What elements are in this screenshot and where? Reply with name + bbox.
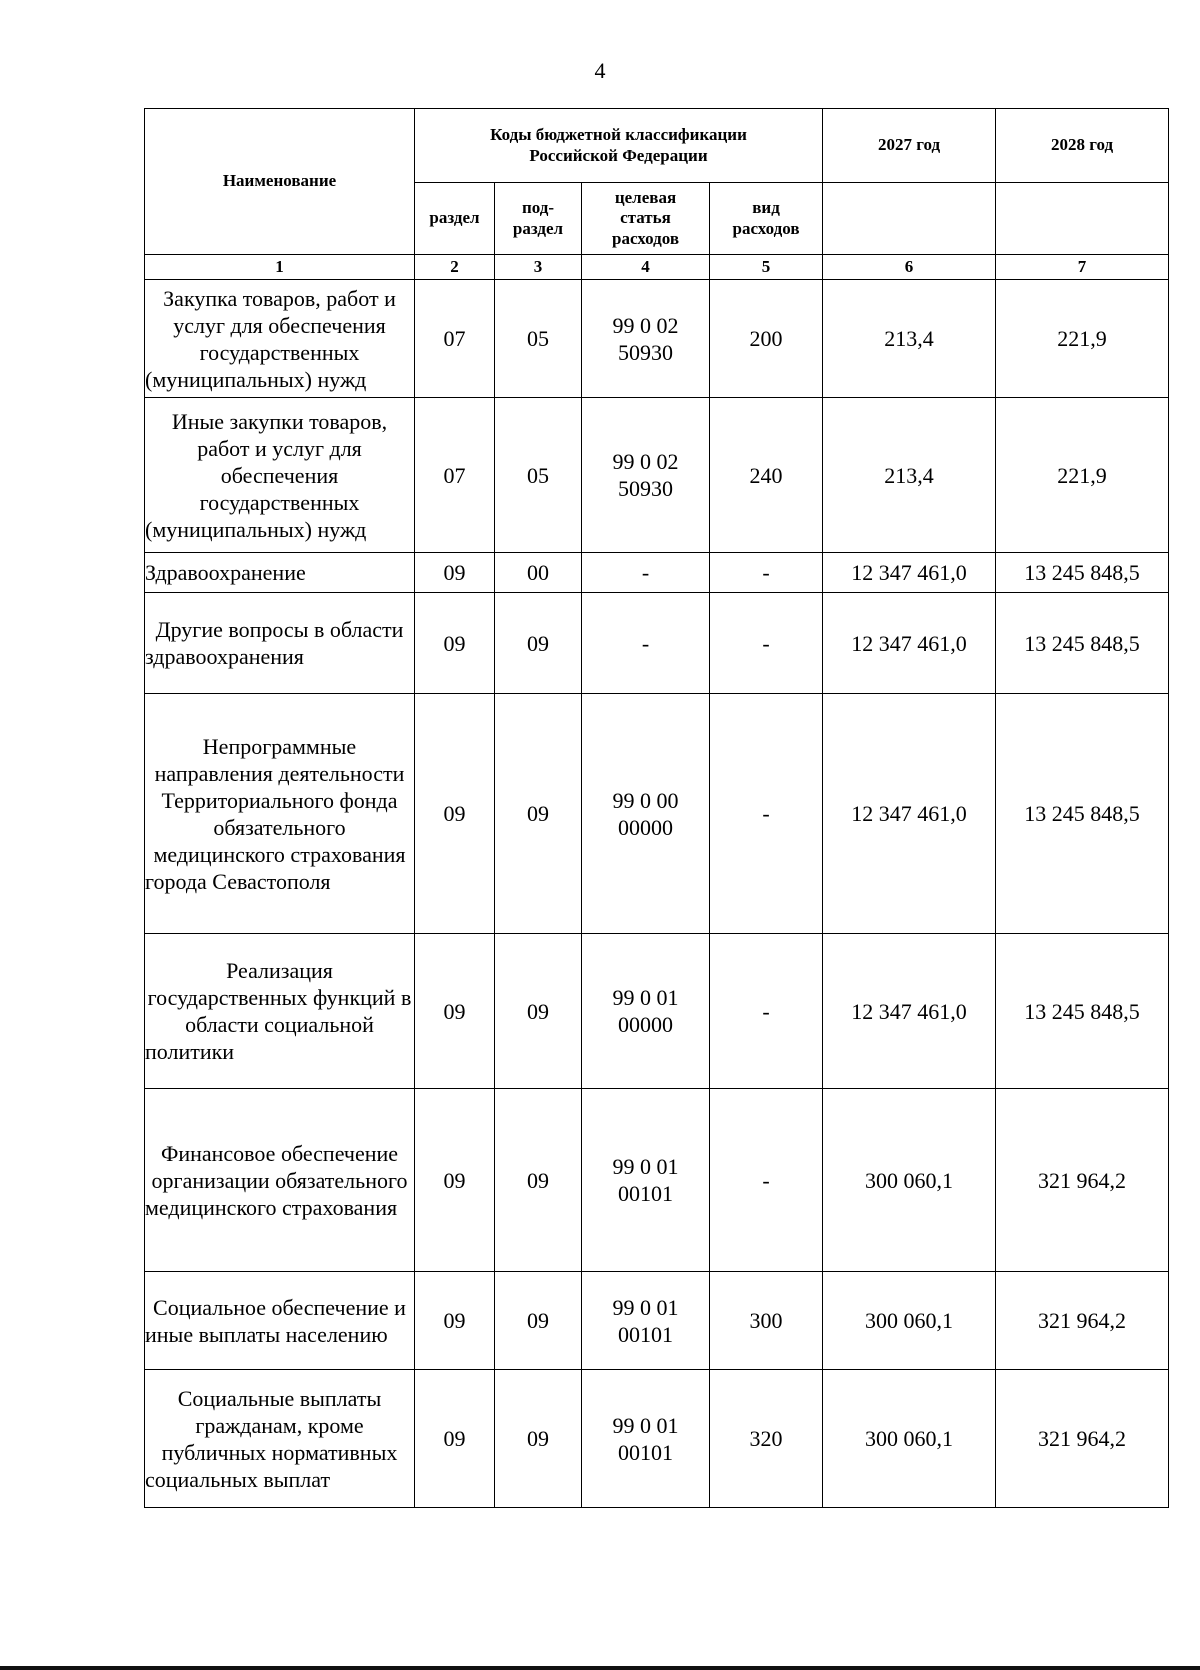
table-row: [145, 694, 1169, 934]
row-value-2027: 12 347 461,0: [823, 553, 996, 593]
row-target-line-2: 50930: [618, 339, 673, 365]
row-target: [582, 280, 710, 398]
row-target: [582, 1089, 710, 1272]
row-vid: 320: [710, 1370, 823, 1508]
row-name: Закупка товаров, работ и услуг для обеспечения государственных (муниципальных) нужд: [145, 280, 415, 398]
row-razdel: 09: [415, 694, 495, 934]
row-vid: 240: [710, 398, 823, 553]
row-target: [582, 934, 710, 1089]
column-numbers-row: [145, 255, 1169, 280]
row-target-line-2: 50930: [618, 476, 673, 501]
row-razdel: 09: [415, 934, 495, 1089]
table-row: [145, 934, 1169, 1089]
table-row: [145, 553, 1169, 593]
column-number: 5: [710, 255, 823, 280]
row-value-2028: 13 245 848,5: [996, 934, 1169, 1089]
row-target-line-1: 99 0 01: [612, 1294, 679, 1320]
row-target: [582, 593, 710, 694]
row-value-2028: 13 245 848,5: [996, 593, 1169, 694]
table-row: [145, 593, 1169, 694]
row-value-2028: 321 964,2: [996, 1370, 1169, 1508]
table-row: [145, 280, 1169, 398]
row-razdel: 09: [415, 1272, 495, 1370]
row-podrazdel: 09: [495, 1272, 582, 1370]
header-codes-line-1: Коды бюджетной классификации: [490, 125, 747, 145]
row-value-2028: 13 245 848,5: [996, 694, 1169, 934]
row-name: Реализация государственных функций в области социальной политики: [145, 934, 415, 1089]
row-target-line-1: 99 0 01: [612, 1412, 679, 1438]
row-razdel: 09: [415, 553, 495, 593]
row-vid: -: [710, 553, 823, 593]
row-name: Другие вопросы в области здравоохранения: [145, 593, 415, 694]
column-number: 2: [415, 255, 495, 280]
header-year-2028: 2028 год: [996, 109, 1169, 183]
row-name: Здравоохранение: [145, 553, 415, 593]
header-empty-2027: [823, 183, 996, 255]
row-target: [582, 398, 710, 553]
header-vid-line-2: расходов: [732, 218, 800, 238]
row-name: Финансовое обеспечение организации обязательного медицинского страхования: [145, 1089, 415, 1272]
row-name: Социальные выплаты гражданам, кроме публичных нормативных социальных выплат: [145, 1370, 415, 1508]
header-vid: [710, 183, 823, 255]
row-vid: -: [710, 934, 823, 1089]
row-razdel: 09: [415, 1089, 495, 1272]
header-podrazdel-line-1: под-: [521, 198, 555, 218]
row-target-line-2: 00101: [618, 1181, 673, 1206]
row-value-2028: 221,9: [996, 398, 1169, 553]
row-vid: -: [710, 1089, 823, 1272]
budget-table: [144, 108, 1169, 1508]
page-bottom-edge: [0, 1666, 1200, 1670]
row-value-2027: 12 347 461,0: [823, 934, 996, 1089]
row-value-2028: 321 964,2: [996, 1272, 1169, 1370]
row-value-2028: 13 245 848,5: [996, 553, 1169, 593]
header-empty-2028: [996, 183, 1169, 255]
row-podrazdel: 05: [495, 280, 582, 398]
header-row-1: [145, 109, 1169, 183]
row-podrazdel: 09: [495, 934, 582, 1089]
column-number: 7: [996, 255, 1169, 280]
table-row: [145, 1370, 1169, 1508]
header-codes-line-2: Российской Федерации: [529, 145, 708, 165]
header-celevaya-line-2: статья: [620, 208, 671, 228]
row-podrazdel: 09: [495, 694, 582, 934]
row-value-2027: 213,4: [823, 398, 996, 553]
row-target-line-1: -: [641, 630, 650, 656]
row-value-2027: 300 060,1: [823, 1370, 996, 1508]
row-target-line-1: 99 0 01: [612, 985, 679, 1010]
row-name: Социальное обеспечение и иные выплаты населению: [145, 1272, 415, 1370]
column-number: 6: [823, 255, 996, 280]
row-name: Непрограммные направления деятельности Территориального фонда обязательного медицинского страхования города Севастополя: [145, 694, 415, 934]
table-row: [145, 1089, 1169, 1272]
row-target-line-2: 00101: [618, 1439, 673, 1465]
row-podrazdel: 00: [495, 553, 582, 593]
row-target-line-2: 00000: [618, 1012, 673, 1037]
row-value-2027: 12 347 461,0: [823, 593, 996, 694]
header-podrazdel-line-2: раздел: [512, 218, 564, 238]
row-podrazdel: 05: [495, 398, 582, 553]
row-podrazdel: 09: [495, 1370, 582, 1508]
row-target-line-1: -: [641, 560, 650, 585]
row-value-2028: 221,9: [996, 280, 1169, 398]
row-value-2027: 12 347 461,0: [823, 694, 996, 934]
row-value-2027: 300 060,1: [823, 1272, 996, 1370]
row-target-line-1: 99 0 00: [612, 787, 679, 813]
row-value-2027: 300 060,1: [823, 1089, 996, 1272]
row-razdel: 09: [415, 593, 495, 694]
row-podrazdel: 09: [495, 593, 582, 694]
row-vid: -: [710, 593, 823, 694]
row-vid: 300: [710, 1272, 823, 1370]
row-target: [582, 1272, 710, 1370]
row-target: [582, 553, 710, 593]
header-name: Наименование: [145, 109, 415, 255]
column-number: 1: [145, 255, 415, 280]
header-celevaya-line-3: расходов: [612, 228, 679, 248]
column-number: 4: [582, 255, 710, 280]
header-podrazdel: [495, 183, 582, 255]
row-target-line-1: 99 0 01: [612, 1154, 679, 1179]
row-razdel: 07: [415, 280, 495, 398]
column-number: 3: [495, 255, 582, 280]
header-celevaya-line-1: целевая: [614, 187, 677, 207]
row-value-2028: 321 964,2: [996, 1089, 1169, 1272]
row-vid: -: [710, 694, 823, 934]
row-target: [582, 694, 710, 934]
page-number: 4: [594, 58, 606, 83]
row-target-line-1: 99 0 02: [612, 449, 679, 474]
row-razdel: 09: [415, 1370, 495, 1508]
header-razdel: раздел: [415, 183, 495, 255]
row-podrazdel: 09: [495, 1089, 582, 1272]
row-target-line-2: 00101: [618, 1321, 673, 1347]
table-row: [145, 1272, 1169, 1370]
row-razdel: 07: [415, 398, 495, 553]
row-target-line-1: 99 0 02: [612, 312, 679, 338]
header-celevaya: [582, 183, 710, 255]
table-row: [145, 398, 1169, 553]
row-target: [582, 1370, 710, 1508]
row-name: Иные закупки товаров, работ и услуг для обеспечения государственных (муниципальных) нужд: [145, 398, 415, 553]
row-vid: 200: [710, 280, 823, 398]
header-year-2027: 2027 год: [823, 109, 996, 183]
row-target-line-2: 00000: [618, 814, 673, 840]
header-codes-group: [415, 109, 823, 183]
header-vid-line-1: вид: [752, 198, 780, 218]
row-value-2027: 213,4: [823, 280, 996, 398]
